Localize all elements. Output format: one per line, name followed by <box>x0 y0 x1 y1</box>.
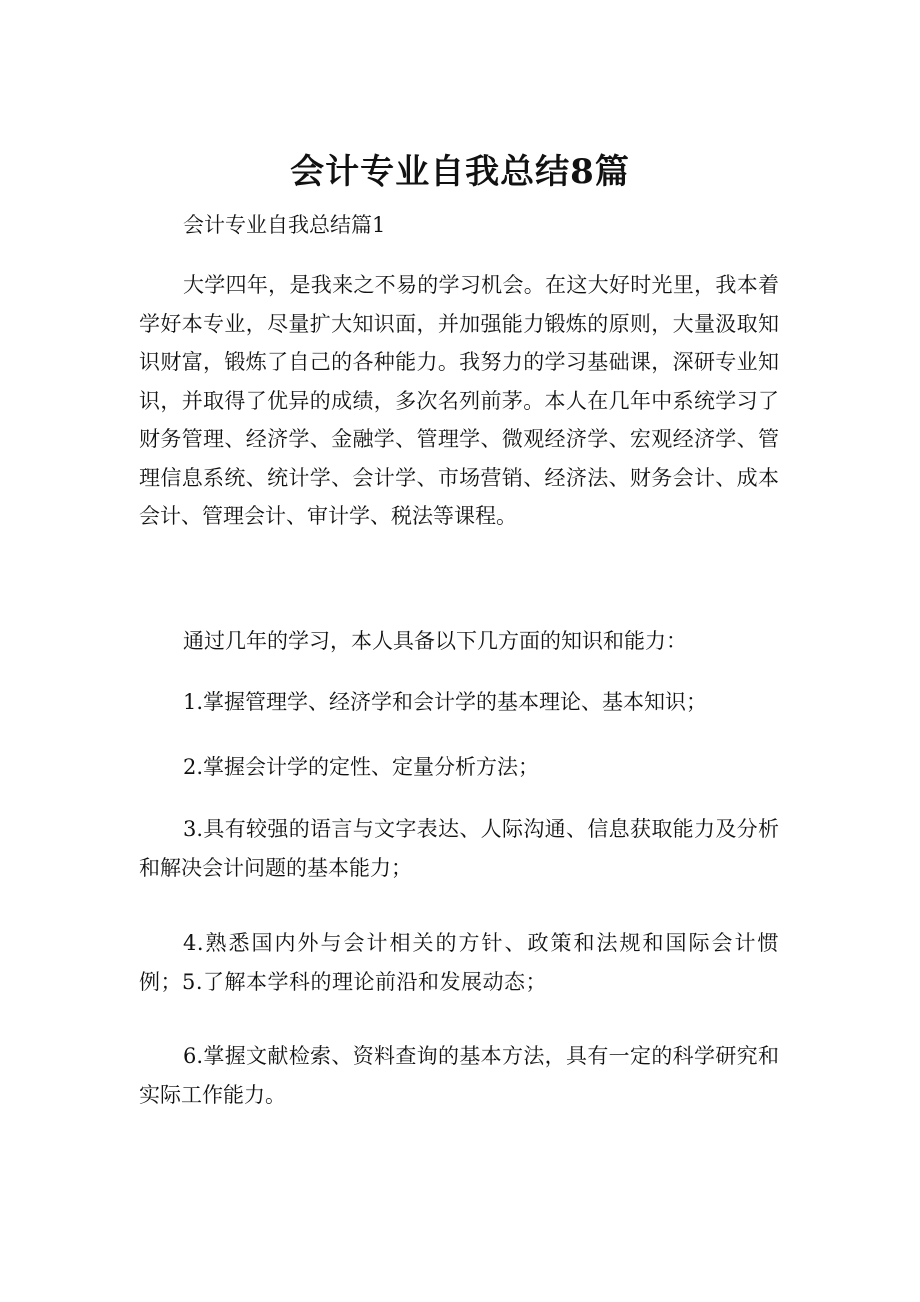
intro-paragraph: 大学四年，是我来之不易的学习机会。在这大好时光里，我本着学好本专业，尽量扩大知识面，并加强能力锻炼的原则，大量汲取知识财富，锻炼了自己的各种能力。我努力的学习基础课，深研专业知识，并取得了优异的成绩，多次名列前茅。本人在几年中系统学习了财务管理、经济学、金融学、管理学、微观经济学、宏观经济学、管理信息系统、统计学、会计学、市场营销、经济法、财务会计、成本会计、管理会计、审计学、税法等课程。 <box>139 273 779 528</box>
list-item-6: 6.掌握文献检索、资料查询的基本方法，具有一定的科学研究和实际工作能力。 <box>139 1044 779 1107</box>
list-item-2: 2.掌握会计学的定性、定量分析方法； <box>183 755 540 779</box>
list-item-4-5: 4.熟悉国内外与会计相关的方针、政策和法规和国际会计惯例；5.了解本学科的理论前沿和发展动态； <box>139 931 779 994</box>
document-title: 会计专业自我总结8篇 <box>290 152 630 192</box>
section-heading: 会计专业自我总结篇1 <box>183 213 386 237</box>
lead-in-paragraph: 通过几年的学习，本人具备以下几方面的知识和能力： <box>183 629 687 653</box>
list-item-1: 1.掌握管理学、经济学和会计学的基本理论、基本知识； <box>183 690 708 714</box>
list-item-3: 3.具有较强的语言与文字表达、人际沟通、信息获取能力及分析和解决会计问题的基本能力； <box>139 817 779 880</box>
